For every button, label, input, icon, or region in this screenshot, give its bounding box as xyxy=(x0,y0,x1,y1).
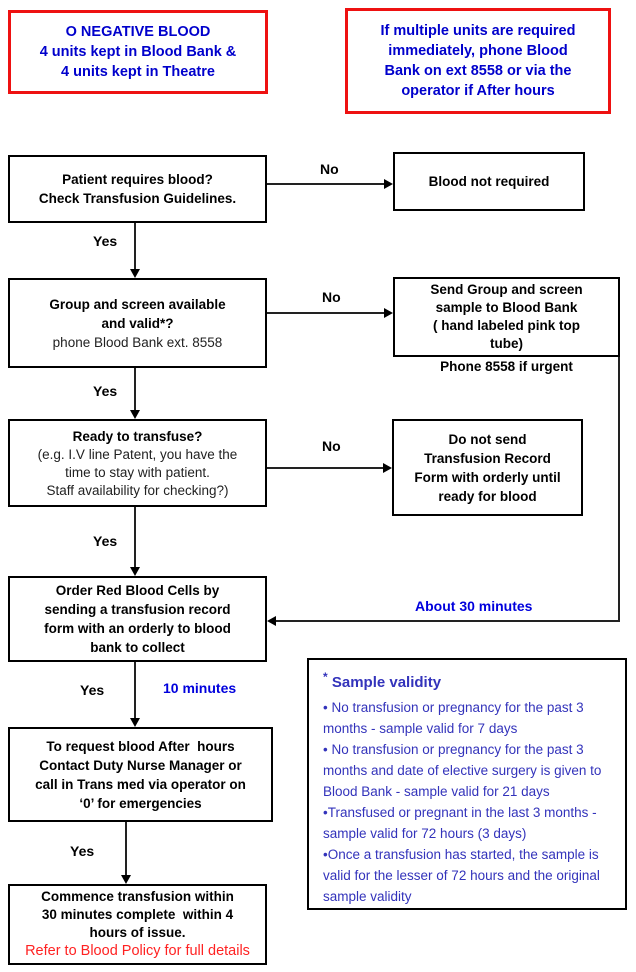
box-note-line: phone Blood Bank ext. 8558 xyxy=(52,334,223,350)
feedback-line-horizontal xyxy=(276,620,620,622)
arrowhead-no-2 xyxy=(384,308,393,318)
o-negative-alert-box xyxy=(8,10,268,94)
alert-line: operator if After hours xyxy=(401,83,555,99)
box-line: 30 minutes complete within 4 xyxy=(41,907,234,922)
box-line: Order Red Blood Cells by xyxy=(55,583,220,598)
arrowhead-yes-2 xyxy=(130,410,140,419)
arrow-line-yes-4 xyxy=(134,662,136,719)
ten-minutes-label: 10 minutes xyxy=(163,680,237,696)
alert-line: If multiple units are required xyxy=(380,23,576,39)
box-line: call in Trans med via operator on xyxy=(35,776,246,792)
box-line: ( hand labeled pink top xyxy=(432,318,580,333)
yes-label-4: Yes xyxy=(80,682,105,698)
box-line: Blood not required xyxy=(428,174,550,189)
ready-to-transfuse-box xyxy=(8,419,267,507)
box-line: hours of issue. xyxy=(89,925,186,940)
box-line: ‘0’ for emergencies xyxy=(79,795,202,811)
box-line: tube) xyxy=(490,336,523,351)
blood-policy-note: Refer to Blood Policy for full details xyxy=(25,943,250,959)
box-line: and valid*? xyxy=(101,315,174,331)
arrow-line-yes-3 xyxy=(134,507,136,568)
yes-label-2: Yes xyxy=(93,383,118,399)
arrowhead-yes-1 xyxy=(130,269,140,278)
arrow-line-yes-2 xyxy=(134,368,136,412)
send-sample-box xyxy=(393,277,620,357)
box-line: Commence transfusion within xyxy=(41,889,234,904)
yes-label-5: Yes xyxy=(70,843,95,859)
box-line: To request blood After hours xyxy=(46,738,235,754)
box-line: bank to collect xyxy=(90,640,185,655)
multiple-units-alert-box xyxy=(345,8,611,114)
box-note-line: time to stay with patient. xyxy=(65,464,210,480)
group-screen-box xyxy=(8,278,267,368)
arrowhead-yes-5 xyxy=(121,875,131,884)
box-line: Transfusion Record xyxy=(424,450,551,466)
alert-line: 4 units kept in Theatre xyxy=(61,64,215,80)
arrow-line-yes-5 xyxy=(125,822,127,876)
arrowhead-yes-4 xyxy=(130,718,140,727)
no-label-2: No xyxy=(322,289,341,305)
box-line: Ready to transfuse? xyxy=(72,428,203,444)
sample-validity-bullet: •Transfused or pregnant in the last 3 months - sample valid for 72 hours (3 days) xyxy=(323,805,597,841)
arrowhead-no-3 xyxy=(383,463,392,473)
sample-validity-bullet: • No transfusion or pregnancy for the past 3 months and date of elective surgery is given to Blood Bank - sample valid for 21 days xyxy=(323,742,602,799)
arrow-line-no-1 xyxy=(267,183,385,185)
arrowhead-yes-3 xyxy=(130,567,140,576)
arrowhead-no-1 xyxy=(384,179,393,189)
no-label-3: No xyxy=(322,438,341,454)
patient-requires-blood-box xyxy=(8,155,267,223)
box-line: Do not send xyxy=(448,431,527,447)
alert-line: Bank on ext 8558 or via the xyxy=(384,63,572,79)
arrow-line-yes-1 xyxy=(134,223,136,270)
blood-not-required-box xyxy=(393,152,585,211)
sample-validity-title xyxy=(323,670,615,691)
box-line: Check Transfusion Guidelines. xyxy=(38,191,237,206)
sample-validity-title-text: Sample validity xyxy=(331,674,442,691)
box-line: form with an orderly to blood xyxy=(44,621,231,636)
box-line: Contact Duty Nurse Manager or xyxy=(39,757,242,773)
box-line: Send Group and screen xyxy=(430,282,583,297)
arrowhead-feedback xyxy=(267,616,276,626)
box-line: Form with orderly until xyxy=(414,469,561,485)
about-30-minutes-label: About 30 minutes xyxy=(415,598,533,614)
commence-transfusion-box xyxy=(8,884,267,965)
box-line: Group and screen available xyxy=(49,296,226,312)
alert-line: immediately, phone Blood xyxy=(388,43,568,59)
yes-label-1: Yes xyxy=(93,233,118,249)
box-line: sending a transfusion record xyxy=(44,602,231,617)
alert-line: 4 units kept in Blood Bank & xyxy=(39,44,237,60)
alert-line: O NEGATIVE BLOOD xyxy=(65,24,211,40)
asterisk-mark: * xyxy=(323,670,328,684)
box-note-line: Staff availability for checking?) xyxy=(46,482,229,498)
box-line: Patient requires blood? xyxy=(62,172,213,187)
arrow-line-no-3 xyxy=(267,467,384,469)
order-red-cells-box xyxy=(8,576,267,662)
box-note-line: (e.g. I.V line Patent, you have the xyxy=(37,446,238,462)
sample-validity-bullet: •Once a transfusion has started, the sample is valid for the lesser of 72 hours and the original sample validity xyxy=(323,847,600,904)
phone-if-urgent-note: Phone 8558 if urgent xyxy=(440,359,573,374)
no-label-1: No xyxy=(320,161,339,177)
do-not-send-box xyxy=(392,419,583,516)
sample-validity-bullet: • No transfusion or pregnancy for the past 3 months - sample valid for 7 days xyxy=(323,700,584,736)
yes-label-3: Yes xyxy=(93,533,118,549)
after-hours-box xyxy=(8,727,273,822)
box-line: sample to Blood Bank xyxy=(435,300,578,315)
box-line: ready for blood xyxy=(438,488,537,504)
feedback-line-vertical xyxy=(618,357,620,622)
sample-validity-box xyxy=(307,658,627,910)
arrow-line-no-2 xyxy=(267,312,385,314)
